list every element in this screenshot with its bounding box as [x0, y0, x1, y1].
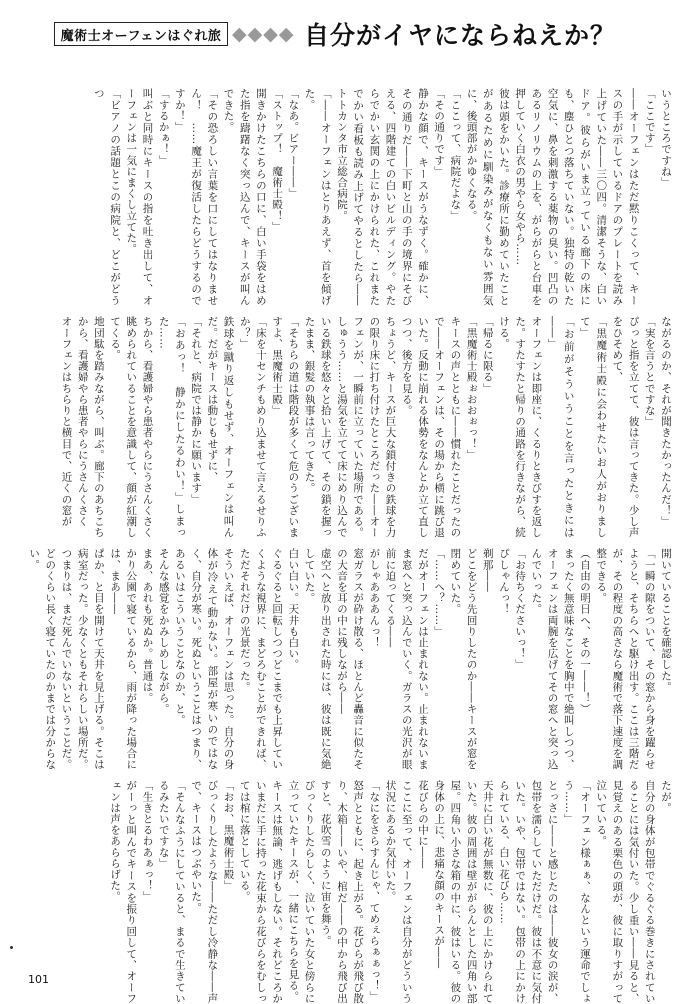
text-tier-3: [28, 548, 674, 770]
body-paragraphs: たが。 自分の身体が包帯でぐるぐる巻きにされていることには気付いた。少し重い――見ると、見覚えのある栗色の頭が、彼に取りすがって泣いている。 「オーフェン様ぁぁ、なんという運命でしょう……」 とっさに――と感じたのは――彼女の涙が、包帯を濡らしていただけだ。彼は不意に気付いた。いや、包帯ではない。包帯の上にかけられている、白い花びら…… 天井に白い花が無数に、彼の上にかけられていた。彼の周囲は壁ががらんとした四角い部屋。四角い小さな箱の中に、彼はいる。彼の身体の上に、悲痛な顔のキースが―― 花びらの中に―― ここに至って、オーフェンは自分がどういう状況にあるか気付いた。 「なにをさらすんじゃ、てめぇらぁぁっ！」 怒声とともに、起き上がる。花びらが飛び散り、木箱――いや、棺だ――の中から飛び出すと、花吹雪のように宙を舞う。 びっくりしたらしく、泣いていた女と傍らに立っていたキースが、一緒にこちらを見る。 キースは無論、逃げもしない。それどころかいまだに手に持った花束から花びらをむしっては棺に落としている。 「おお、黒魔術士殿」 びっくりしたような――ただし冷静な――声で、キースはつぶやいた。 「そんなふうにしていると、まるで生きているみたいですな」 「生きとるわあぁっ！」 がーっと叫んでキースを振り回して、オーフェンは声をあららげた。: [109, 780, 672, 1004]
body-paragraphs: いうところですね」 「ここです」 ――オーフェンはただ黙りこくって、キースの手が示しているドアのプレートを読み上げていた――三〇四。清潔そうな、白いドア。彼らがいま立っている廊下の床にも、塵ひとつ落ちていない。独特の乾いた空気に、鼻を刺激する薬物の臭い。凹凸のあるリノリウムの上を、がらがらと台車を押していく白衣の男やら女やら…… 彼は頭をかいた。診療所に勤めていたことがあるために馴染みがなくもない雰囲気に、後頭部がかゆくなる。 「ここって、病院だよな」 「その通りです」 静かな顔で、キースがうなずく。確かに、その通りだ――下町と山の手の境界にそびえる、四階建ての白いビルディング。やたらでかい玄関の上にかけられた、これまたでかい看板も読み上げてやるとしたら――トトカンタ市立総合病院。 「――オーフェンはとりあえず、首を傾げた。 「なあ。ビアー――」 「ストップ！ 魔術士殿！」 開きかけたこちらの口に、白い手袋をはめた指を躊躇なく突っ込んで、キースが叫んできた。 「その恐ろしい言葉を口にしてはなりません！ ……魔王が復活したらどうするのですか！」 「するかぁ！」 叫ぶと同時にキースの指を吐き出して、オーフェンは一気にまくし立てた。 「ビアノの話題とこの病院と、どこがどうつ: [92, 88, 672, 306]
page-number: 101: [28, 973, 49, 986]
chapter-title: 自分がイヤにならねえか？: [304, 21, 617, 50]
text-tier-4: [56, 780, 674, 1004]
running-header: [18, 18, 682, 52]
body-paragraphs: 開いていることを確認した。 「一瞬の隙をついて、その窓から身を躍らせようと、そちらへと駆け出す。ここは三階だが、その程度の高さなら魔術で落下速度を調整できる。 （自由の明日へ、その一――！） まったく無意味なことを胸中で絶叫しつつ、オーフェンは両腕を広げてその窓へと突っ込んでいった。 「お待ちくださいっ！」 ぴしゃんっ！ 剃那―― どこをどう先回りしたのか――キースが窓を閉めていた。 「……へ？……」 だがオーフェンは止まれない。止まれないまま窓へと突っ込んでいく。ガラスの光沢が眼前に迫ってくる―― がしゃあああんっ！ 窓ガラスが砕け散る、ほとんど轟音に似たその大音を耳の中に残しながら―― 虚空へと放り出された時には、彼は既に気絶していた。 白い白い。天井も白い。 ぐるぐると回転しつつどこまでも上昇していくような視界に、まどろむことができれば、ただそれだけの光景だった。 そういえば、オーフェンは思った。自分の身体が冷えて動かない。部屋が寒いのではなく、自分が寒い。死ぬということはつまり、あるいはこういうことなのか、と。 そんな感覚をかみしめしながら。 まあ、あれも死ぬか。普通は。 かり公園で寝ているから、雨が降った場合には、まあ―― ぱか、と目を開けて天井を見上げる。そこは病室だった。少なくともそれらしい場所だ。 つまりは、まだ死んでいないということだ。どのくらい長く寝ていたのかまでは分からない。: [28, 548, 672, 770]
series-title: 魔術士オーフェンはぐれ旅: [54, 22, 228, 46]
margin-dot: [10, 946, 13, 949]
diamond-ornament: ◆◆◆◆: [232, 23, 295, 45]
text-tier-2: [56, 316, 674, 538]
text-tier-1: [56, 88, 674, 306]
body-paragraphs: ながるのか、それが聞きたかったんだ！」 「実を言うとですな」 ぴっと指を立てて、彼は言ってきた。少し声をひそめて、 「黒魔術士殿に会わせたいお人がおりまして」 「お前がそういうことを言ったときには――」 オーフェンは即座に、くるりときびすを返した。すたすたと帰りの通路を行きながら、続ける。 「帰るに限る」 「黒魔術士殿ぉおおぉっ！」 キースの声とともに――慣れたことだったので――オーフェンは、その場から横に跳び退いた。反動に崩れる体勢をなんとか立て直しつつ、後方を見る。 ちょうど、キースが巨大な鎖付きの鉄球を力の限り床に打ち付けたところだった――オーフェンが、一瞬前に立っていた場所である。しゅうう……と湯気を立てて床にめり込んでいる鉄球を悠々と拾い上げて、その鎖を握ったまま、銀髪の執事は言ってきた。 「そちらの道は階段が多くて危のうございますよ、黒魔術士殿」 「床を十センチもめり込ませて言えるせりふか？」 鉄球を蹴り返しもせず、オーフェンは叫んだ。だがキースは動じもせずに、 「それと、病院では静かに願います」 「おあっ！ 静かにしたるわい！」しまった…… ちから、看護婦やら患者やらにうさんくさく眺められていることを意識して、顔が紅潮してくる。 地団駄を踏みながら、叫ぶ。廊下のあちこちから、看護婦やら患者やらにうさんくさく オーフェンはちらりと横目で、近くの窓が: [60, 316, 672, 538]
